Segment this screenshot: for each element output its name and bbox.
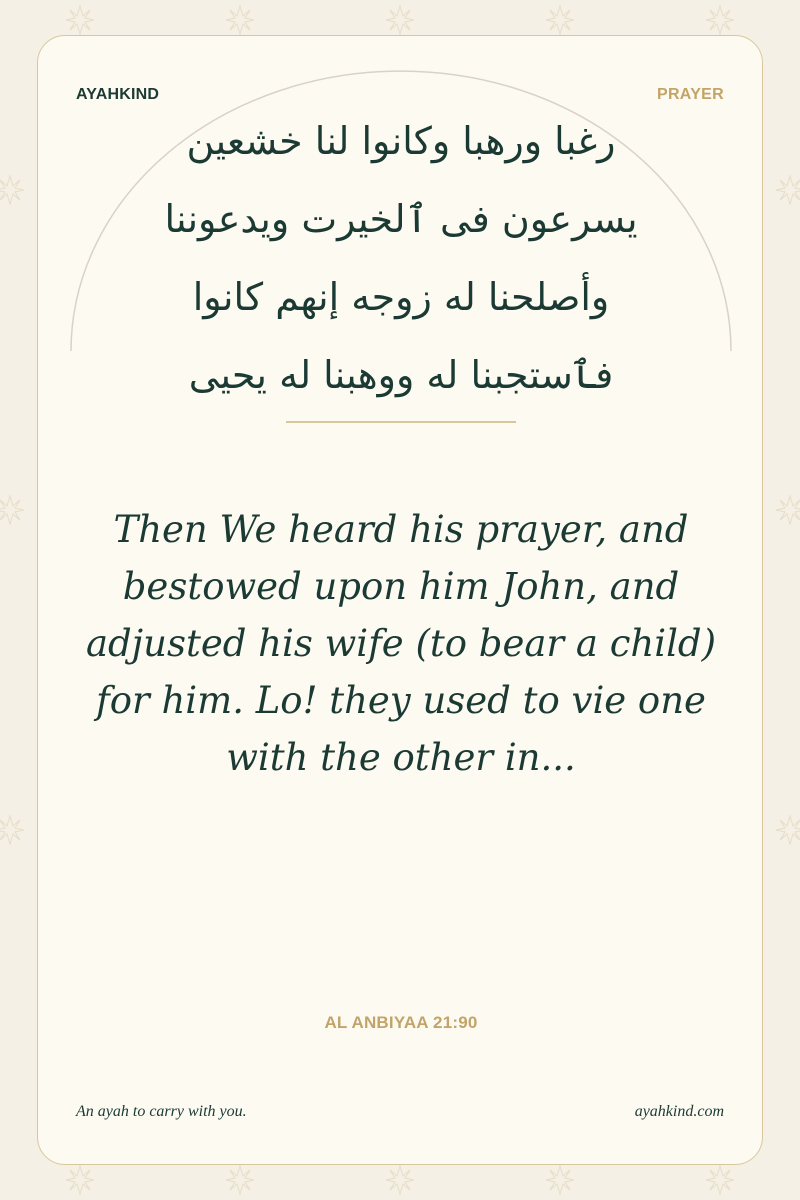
footer-site-url: ayahkind.com: [634, 1103, 724, 1120]
verse-reference: AL ANBIYAA 21:90: [324, 1013, 478, 1032]
verse-translation: Then We heard his prayer, and bestowed upon him John, and adjusted his wife (to bear a child) for him. Lo! they used to vie one with the other in...: [85, 508, 717, 779]
arabic-line: رغبا ورهبا وكانوا لنا خشعين: [186, 119, 616, 163]
brand-name: AYAHKIND: [76, 86, 160, 103]
arabic-verse: [78, 102, 724, 414]
footer-tagline: An ayah to carry with you.: [76, 1103, 247, 1120]
arabic-line: وأصلحنا له زوجه إنهم كانوا: [192, 275, 610, 319]
divider-line: [286, 421, 516, 423]
category-label: PRAYER: [656, 86, 724, 103]
ayah-card: [37, 35, 763, 1165]
arabic-line: فٱستجبنا له ووهبنا له يحيى: [188, 353, 614, 397]
arabic-line: يسرعون فى ٱلخيرت ويدعوننا: [164, 197, 638, 241]
